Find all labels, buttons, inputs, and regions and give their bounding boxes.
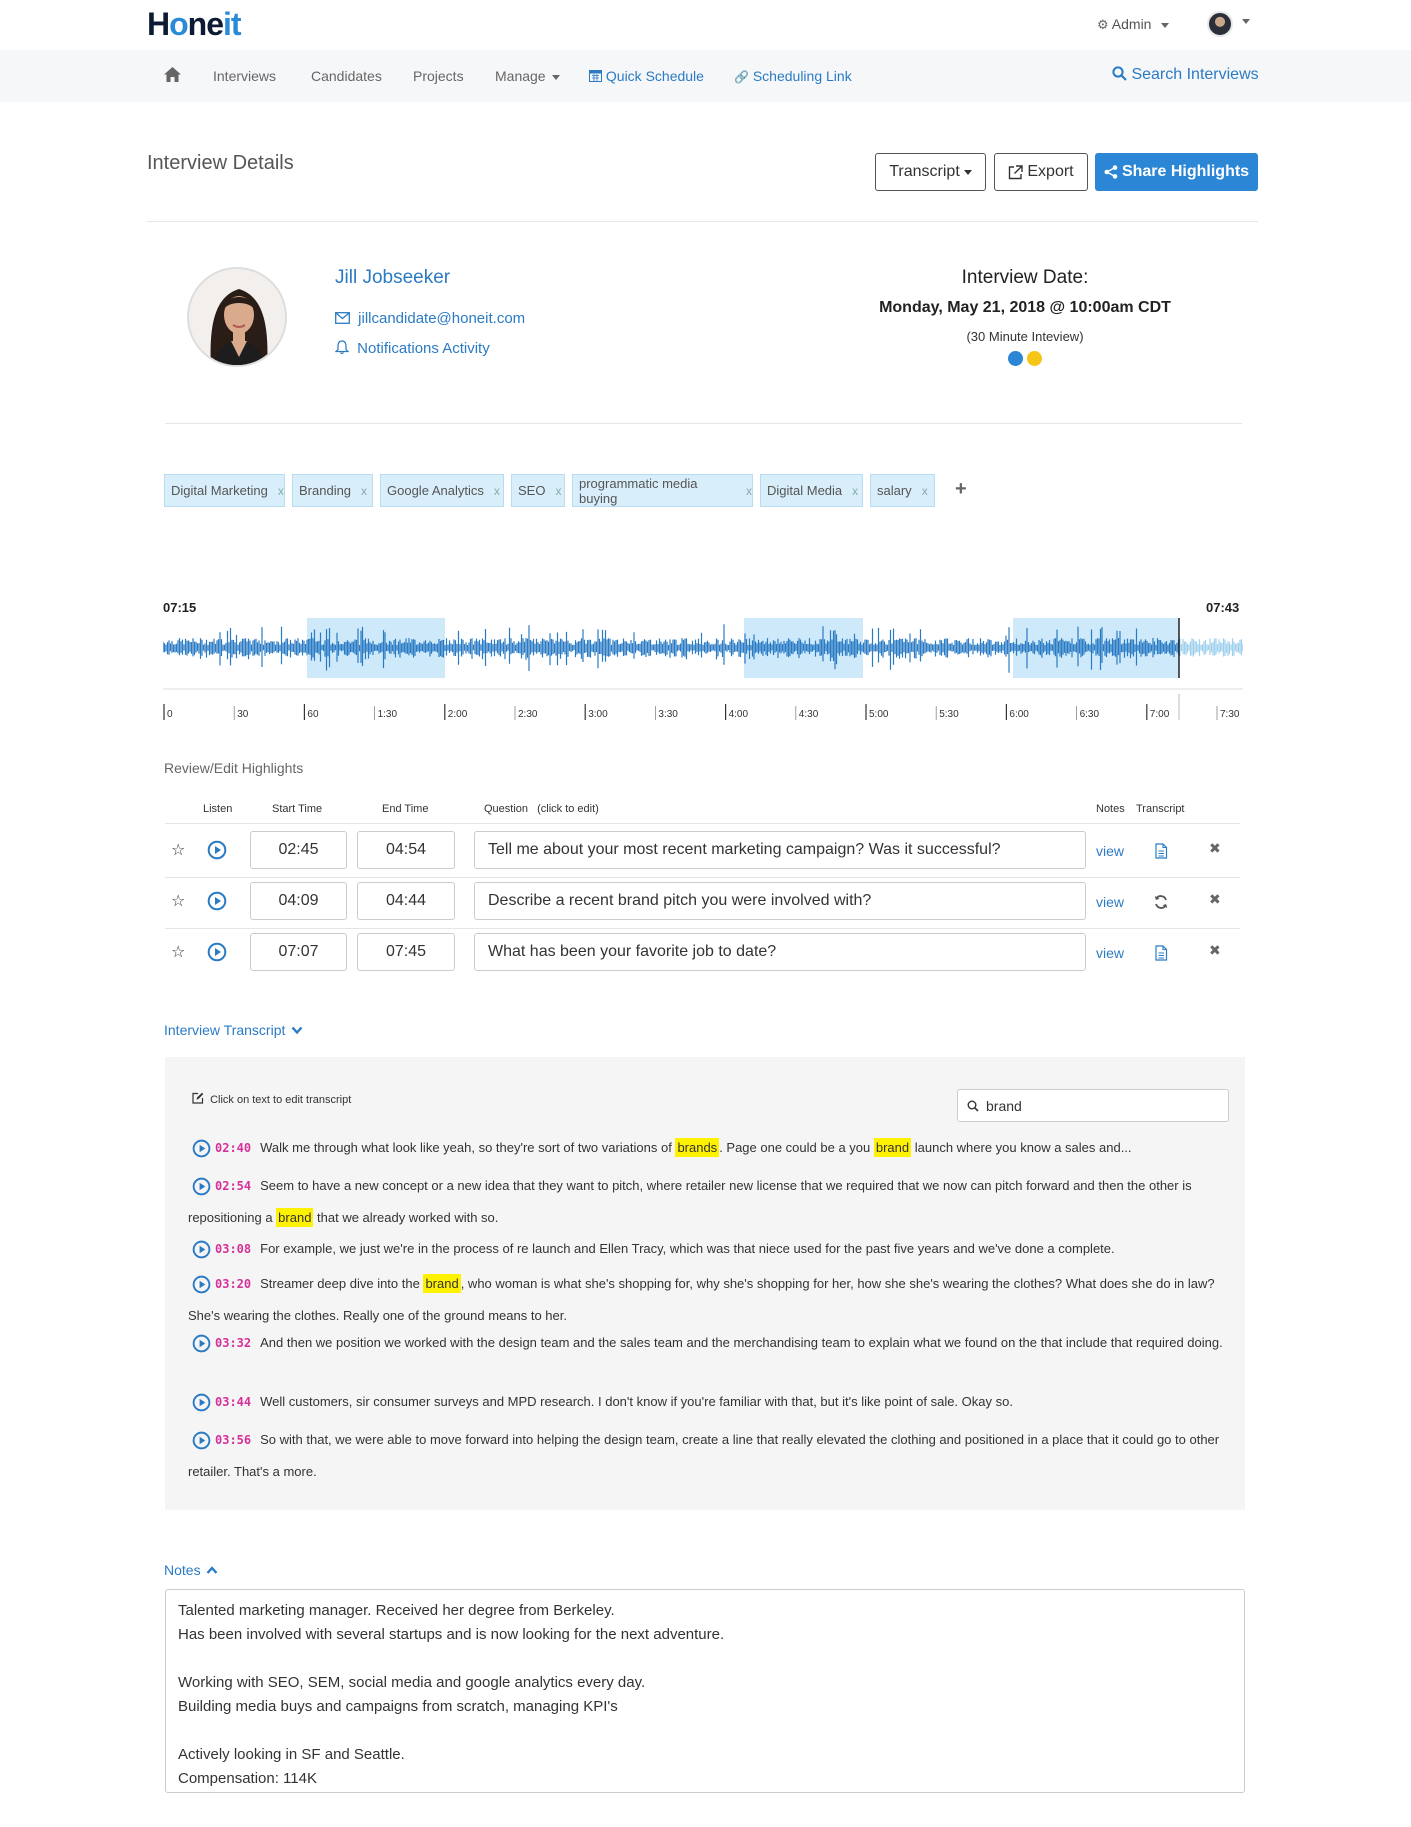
envelope-icon xyxy=(335,312,350,324)
transcript-hint-label: Click on text to edit transcript xyxy=(210,1094,352,1106)
play-icon[interactable] xyxy=(207,942,227,962)
transcript-search-input[interactable] xyxy=(957,1089,1229,1122)
share-highlights-button[interactable] xyxy=(1095,153,1258,191)
col-transcript: Transcript xyxy=(1136,803,1185,815)
transcript-line[interactable] xyxy=(188,1233,1243,1265)
chevron-down-icon xyxy=(552,75,560,80)
start-time-input[interactable]: 04:09 xyxy=(250,882,347,920)
transcript-line[interactable] xyxy=(188,1268,1243,1331)
tag-label: Digital Marketing xyxy=(171,483,268,498)
timeline-label: 3:00 xyxy=(588,709,608,720)
view-notes-link[interactable]: view xyxy=(1096,894,1125,910)
timeline-ruler xyxy=(163,686,1243,726)
listen-button[interactable] xyxy=(207,891,227,911)
candidate-photo xyxy=(189,269,287,367)
transcript-edit-hint xyxy=(192,1092,351,1106)
document-icon[interactable] xyxy=(1153,945,1169,961)
document-icon[interactable] xyxy=(1153,843,1169,859)
interview-date-label: Interview Date: xyxy=(961,267,1089,288)
start-time-input[interactable]: 02:45 xyxy=(250,831,347,869)
transcript-play-icon[interactable] xyxy=(192,1177,211,1196)
timeline-label: 3:30 xyxy=(658,709,678,720)
end-time-input[interactable]: 04:44 xyxy=(357,882,455,920)
search-icon xyxy=(1112,66,1127,81)
home-icon[interactable] xyxy=(164,67,181,82)
top-bar xyxy=(0,0,1411,50)
col-question-label: Question xyxy=(484,803,529,815)
chevron-down-icon xyxy=(1161,23,1169,28)
notes-line: Actively looking in SF and Seattle. xyxy=(178,1746,405,1763)
transcript-timestamp[interactable]: 03:32 xyxy=(215,1336,252,1350)
tag-chip xyxy=(572,474,753,507)
remove-tag-icon[interactable]: x xyxy=(361,483,368,498)
end-time-input[interactable]: 04:54 xyxy=(357,831,455,869)
audio-waveform[interactable] xyxy=(163,618,1243,678)
candidate-name[interactable]: Jill Jobseeker xyxy=(335,267,451,288)
tag-label: Google Analytics xyxy=(387,483,484,498)
col-notes: Notes xyxy=(1096,803,1125,815)
transcript-play-icon[interactable] xyxy=(192,1139,211,1158)
timeline-label: 30 xyxy=(237,709,249,720)
chevron-down-icon xyxy=(291,1026,303,1035)
page-title: Interview Details xyxy=(147,152,294,174)
col-end-time: End Time xyxy=(382,803,429,815)
chevron-down-icon xyxy=(964,170,972,175)
divider xyxy=(165,423,1242,424)
question-input[interactable]: Describe a recent brand pitch you were involved with? xyxy=(474,882,1086,920)
tag-chip xyxy=(511,474,565,507)
timeline-label: 5:00 xyxy=(869,709,889,720)
transcript-text: . Page one could be a you xyxy=(719,1140,874,1155)
search-match-highlight: brands xyxy=(677,1140,718,1155)
notifications-activity-link[interactable] xyxy=(335,340,490,357)
remove-tag-icon[interactable]: x xyxy=(852,483,859,498)
notes-line: Working with SEO, SEM, social media and google analytics every day. xyxy=(178,1674,646,1691)
nav-scheduling-link[interactable] xyxy=(734,68,852,84)
notes-line xyxy=(178,1719,1232,1743)
transcript-play-icon[interactable] xyxy=(192,1393,211,1412)
search-interviews-link[interactable] xyxy=(1112,66,1259,84)
remove-tag-icon[interactable]: x xyxy=(921,483,928,498)
share-icon xyxy=(1104,165,1118,179)
transcript-text: For example, we just we're in the process of re launch and Ellen Tracy, which was that niece used for the past five years and we've done a complete. xyxy=(260,1241,1115,1256)
end-time-input[interactable]: 07:45 xyxy=(357,933,455,971)
notes-line: Talented marketing manager. Received her degree from Berkeley. xyxy=(178,1602,615,1619)
notifications-label: Notifications Activity xyxy=(357,340,490,357)
notes-textarea[interactable] xyxy=(165,1589,1245,1793)
timeline-label: 6:30 xyxy=(1079,709,1100,720)
tag-label: SEO xyxy=(518,483,546,498)
tag-chip xyxy=(292,474,373,507)
highlights-section-label: Review/Edit Highlights xyxy=(164,760,304,776)
transcript-text: And then we position we worked with the design team and the sales team and the merchandising team to explain what we found on the that include that required doing. xyxy=(260,1335,1223,1350)
table-header-divider xyxy=(165,823,1240,824)
transcript-text: that we already worked with so. xyxy=(313,1210,499,1225)
timeline-label: 1:30 xyxy=(377,709,398,720)
transcript-timestamp[interactable]: 03:44 xyxy=(215,1395,252,1409)
col-start-time: Start Time xyxy=(272,803,323,815)
favorite-star-icon[interactable]: ☆ xyxy=(171,893,186,910)
tag-label: Digital Media xyxy=(767,483,843,498)
timeline-label: 6:00 xyxy=(1009,709,1029,720)
remove-tag-icon[interactable]: x xyxy=(746,483,752,498)
nav-interviews[interactable]: Interviews xyxy=(213,68,277,84)
transcript-timestamp[interactable]: 03:56 xyxy=(215,1433,252,1447)
play-icon[interactable] xyxy=(207,840,227,860)
transcript-text: Walk me through what look like yeah, so they're sort of two variations of xyxy=(260,1140,676,1155)
transcript-timestamp[interactable]: 03:20 xyxy=(215,1277,252,1291)
logo[interactable]: Honeit xyxy=(147,6,241,42)
user-menu-chevron-icon[interactable] xyxy=(1242,19,1250,24)
transcript-text: Streamer deep dive into the xyxy=(260,1276,424,1291)
transcript-dropdown-button[interactable] xyxy=(875,153,986,191)
candidate-email-link[interactable] xyxy=(335,310,525,327)
tag-label: salary xyxy=(877,483,912,498)
row-divider xyxy=(165,877,1240,878)
transcript-line[interactable] xyxy=(188,1386,1243,1418)
favorite-star-icon[interactable]: ☆ xyxy=(171,842,186,859)
listen-button[interactable] xyxy=(207,840,227,860)
tag-label: programmatic media buying xyxy=(579,475,698,506)
timeline-label: 4:30 xyxy=(798,709,819,720)
transcript-text: Well customers, sir consumer surveys and MPD research. I don't know if you're familiar with that, but it's like point of sale. Okay so. xyxy=(260,1394,1013,1409)
remove-tag-icon[interactable]: x xyxy=(493,483,500,498)
transcript-search-value: brand xyxy=(986,1097,1022,1114)
timeline-label: 4:00 xyxy=(728,709,749,720)
chevron-up-icon xyxy=(206,1566,218,1575)
edit-icon xyxy=(192,1092,204,1104)
nav-projects[interactable]: Projects xyxy=(413,68,464,84)
remove-tag-icon[interactable]: x xyxy=(277,483,284,498)
divider xyxy=(147,221,1258,222)
tag-label: Branding xyxy=(299,483,352,498)
question-input[interactable]: What has been your favorite job to date? xyxy=(474,933,1086,971)
participant-dot-blue xyxy=(1008,351,1023,366)
view-notes-link[interactable]: view xyxy=(1096,945,1125,961)
external-link-icon xyxy=(1008,165,1023,180)
link-icon: 🔗 xyxy=(734,70,749,84)
search-icon xyxy=(967,1100,979,1112)
timeline-label: 7:30 xyxy=(1220,709,1240,720)
transcript-toggle[interactable] xyxy=(164,1022,303,1038)
quick-schedule-label: Quick Schedule xyxy=(605,68,704,84)
tag-chip xyxy=(760,474,863,507)
bell-icon xyxy=(335,340,349,355)
nav-candidates[interactable]: Candidates xyxy=(311,68,382,84)
transcript-text: launch where you know a sales and... xyxy=(911,1140,1132,1155)
transcript-text: Seem to have a new concept or a new idea that they want to pitch, where retailer new license that we required that we now can pitch forward and then the other is repositioning a xyxy=(188,1178,1192,1225)
waveform-end-time: 07:43 xyxy=(1206,600,1240,615)
start-time-input[interactable]: 07:07 xyxy=(250,933,347,971)
timeline-label: 2:00 xyxy=(447,709,468,720)
main-nav xyxy=(0,50,1411,102)
view-notes-link[interactable]: view xyxy=(1096,843,1125,859)
timeline-label: 0 xyxy=(167,709,173,720)
transcript-line[interactable] xyxy=(188,1327,1243,1359)
transcript-play-icon[interactable] xyxy=(192,1431,211,1450)
listen-button[interactable] xyxy=(207,942,227,962)
nav-manage[interactable] xyxy=(495,68,560,84)
delete-highlight-icon[interactable]: ✖ xyxy=(1209,942,1221,958)
col-listen: Listen xyxy=(203,803,233,815)
notes-line: Has been involved with several startups and is now looking for the next adventure. xyxy=(178,1626,725,1643)
col-question xyxy=(484,803,599,815)
transcript-line[interactable] xyxy=(188,1170,1243,1233)
calendar-icon xyxy=(589,69,602,82)
timeline-label: 2:30 xyxy=(518,709,538,720)
nav-quick-schedule[interactable] xyxy=(589,68,704,84)
row-divider xyxy=(165,928,1240,929)
scheduling-link-label: Scheduling Link xyxy=(752,68,852,84)
interview-date-value: Monday, May 21, 2018 @ 10:00am CDT xyxy=(879,299,1171,316)
transcript-button-label: Transcript xyxy=(889,163,960,180)
notes-line: Compensation: 114K xyxy=(178,1770,317,1787)
notes-line xyxy=(178,1647,1232,1671)
play-icon[interactable] xyxy=(207,891,227,911)
transcript-section-label: Interview Transcript xyxy=(164,1022,286,1038)
timeline-label: 7:00 xyxy=(1149,709,1170,720)
notes-toggle[interactable] xyxy=(164,1562,218,1578)
gears-icon: ⚙ xyxy=(1097,17,1109,32)
transcript-play-icon[interactable] xyxy=(192,1240,211,1259)
search-interviews-label: Search Interviews xyxy=(1131,66,1259,83)
remove-tag-icon[interactable]: x xyxy=(555,483,562,498)
timeline-label: 60 xyxy=(307,709,319,720)
transcript-timestamp[interactable]: 03:08 xyxy=(215,1242,252,1256)
participant-dot-yellow xyxy=(1027,351,1042,366)
transcript-text: So with that, we were able to move forward into helping the design team, create a line that really elevated the clothing and positioned in a place that it could go to other retailer. That's a more. xyxy=(188,1432,1220,1479)
transcript-line[interactable] xyxy=(188,1424,1243,1487)
export-button[interactable] xyxy=(994,153,1088,191)
transcript-play-icon[interactable] xyxy=(192,1334,211,1353)
candidate-avatar xyxy=(187,267,287,367)
refresh-icon[interactable] xyxy=(1153,894,1169,910)
nav-manage-label: Manage xyxy=(495,68,546,84)
transcript-timestamp[interactable]: 02:40 xyxy=(215,1141,252,1155)
search-match-highlight: brand xyxy=(278,1210,312,1225)
search-match-highlight: brand xyxy=(875,1140,910,1155)
notes-line: Building media buys and campaigns from scratch, managing KPI's xyxy=(178,1698,618,1715)
transcript-line[interactable] xyxy=(188,1132,1243,1164)
favorite-star-icon[interactable]: ☆ xyxy=(171,944,186,961)
tag-chip xyxy=(380,474,504,507)
tag-chip xyxy=(870,474,935,507)
transcript-text: , who woman is what she's shopping for, why she's shopping for her, how she she's wearing the clothes? What does she do in law? She's wearing the clothes. Really one of the ground means to her. xyxy=(188,1276,1215,1323)
waveform-start-time: 07:15 xyxy=(163,600,197,615)
transcript-play-icon[interactable] xyxy=(192,1275,211,1294)
tag-chip xyxy=(164,474,285,507)
candidate-email: jillcandidate@honeit.com xyxy=(358,310,526,327)
transcript-timestamp[interactable]: 02:54 xyxy=(215,1179,252,1193)
add-tag-button[interactable]: + xyxy=(955,478,967,500)
admin-menu[interactable] xyxy=(1097,16,1169,33)
interview-duration: (30 Minute Inteview) xyxy=(966,329,1084,344)
notes-section-label: Notes xyxy=(164,1562,201,1578)
timeline-label: 5:30 xyxy=(939,709,959,720)
search-match-highlight: brand xyxy=(425,1276,459,1291)
share-button-label: Share Highlights xyxy=(1121,163,1250,180)
question-input[interactable]: Tell me about your most recent marketing campaign? Was it successful? xyxy=(474,831,1086,869)
delete-highlight-icon[interactable]: ✖ xyxy=(1209,891,1221,907)
user-avatar[interactable] xyxy=(1207,11,1233,37)
export-button-label: Export xyxy=(1027,163,1074,180)
col-question-hint: (click to edit) xyxy=(537,803,599,815)
delete-highlight-icon[interactable]: ✖ xyxy=(1209,840,1221,856)
admin-label: Admin xyxy=(1111,16,1152,32)
